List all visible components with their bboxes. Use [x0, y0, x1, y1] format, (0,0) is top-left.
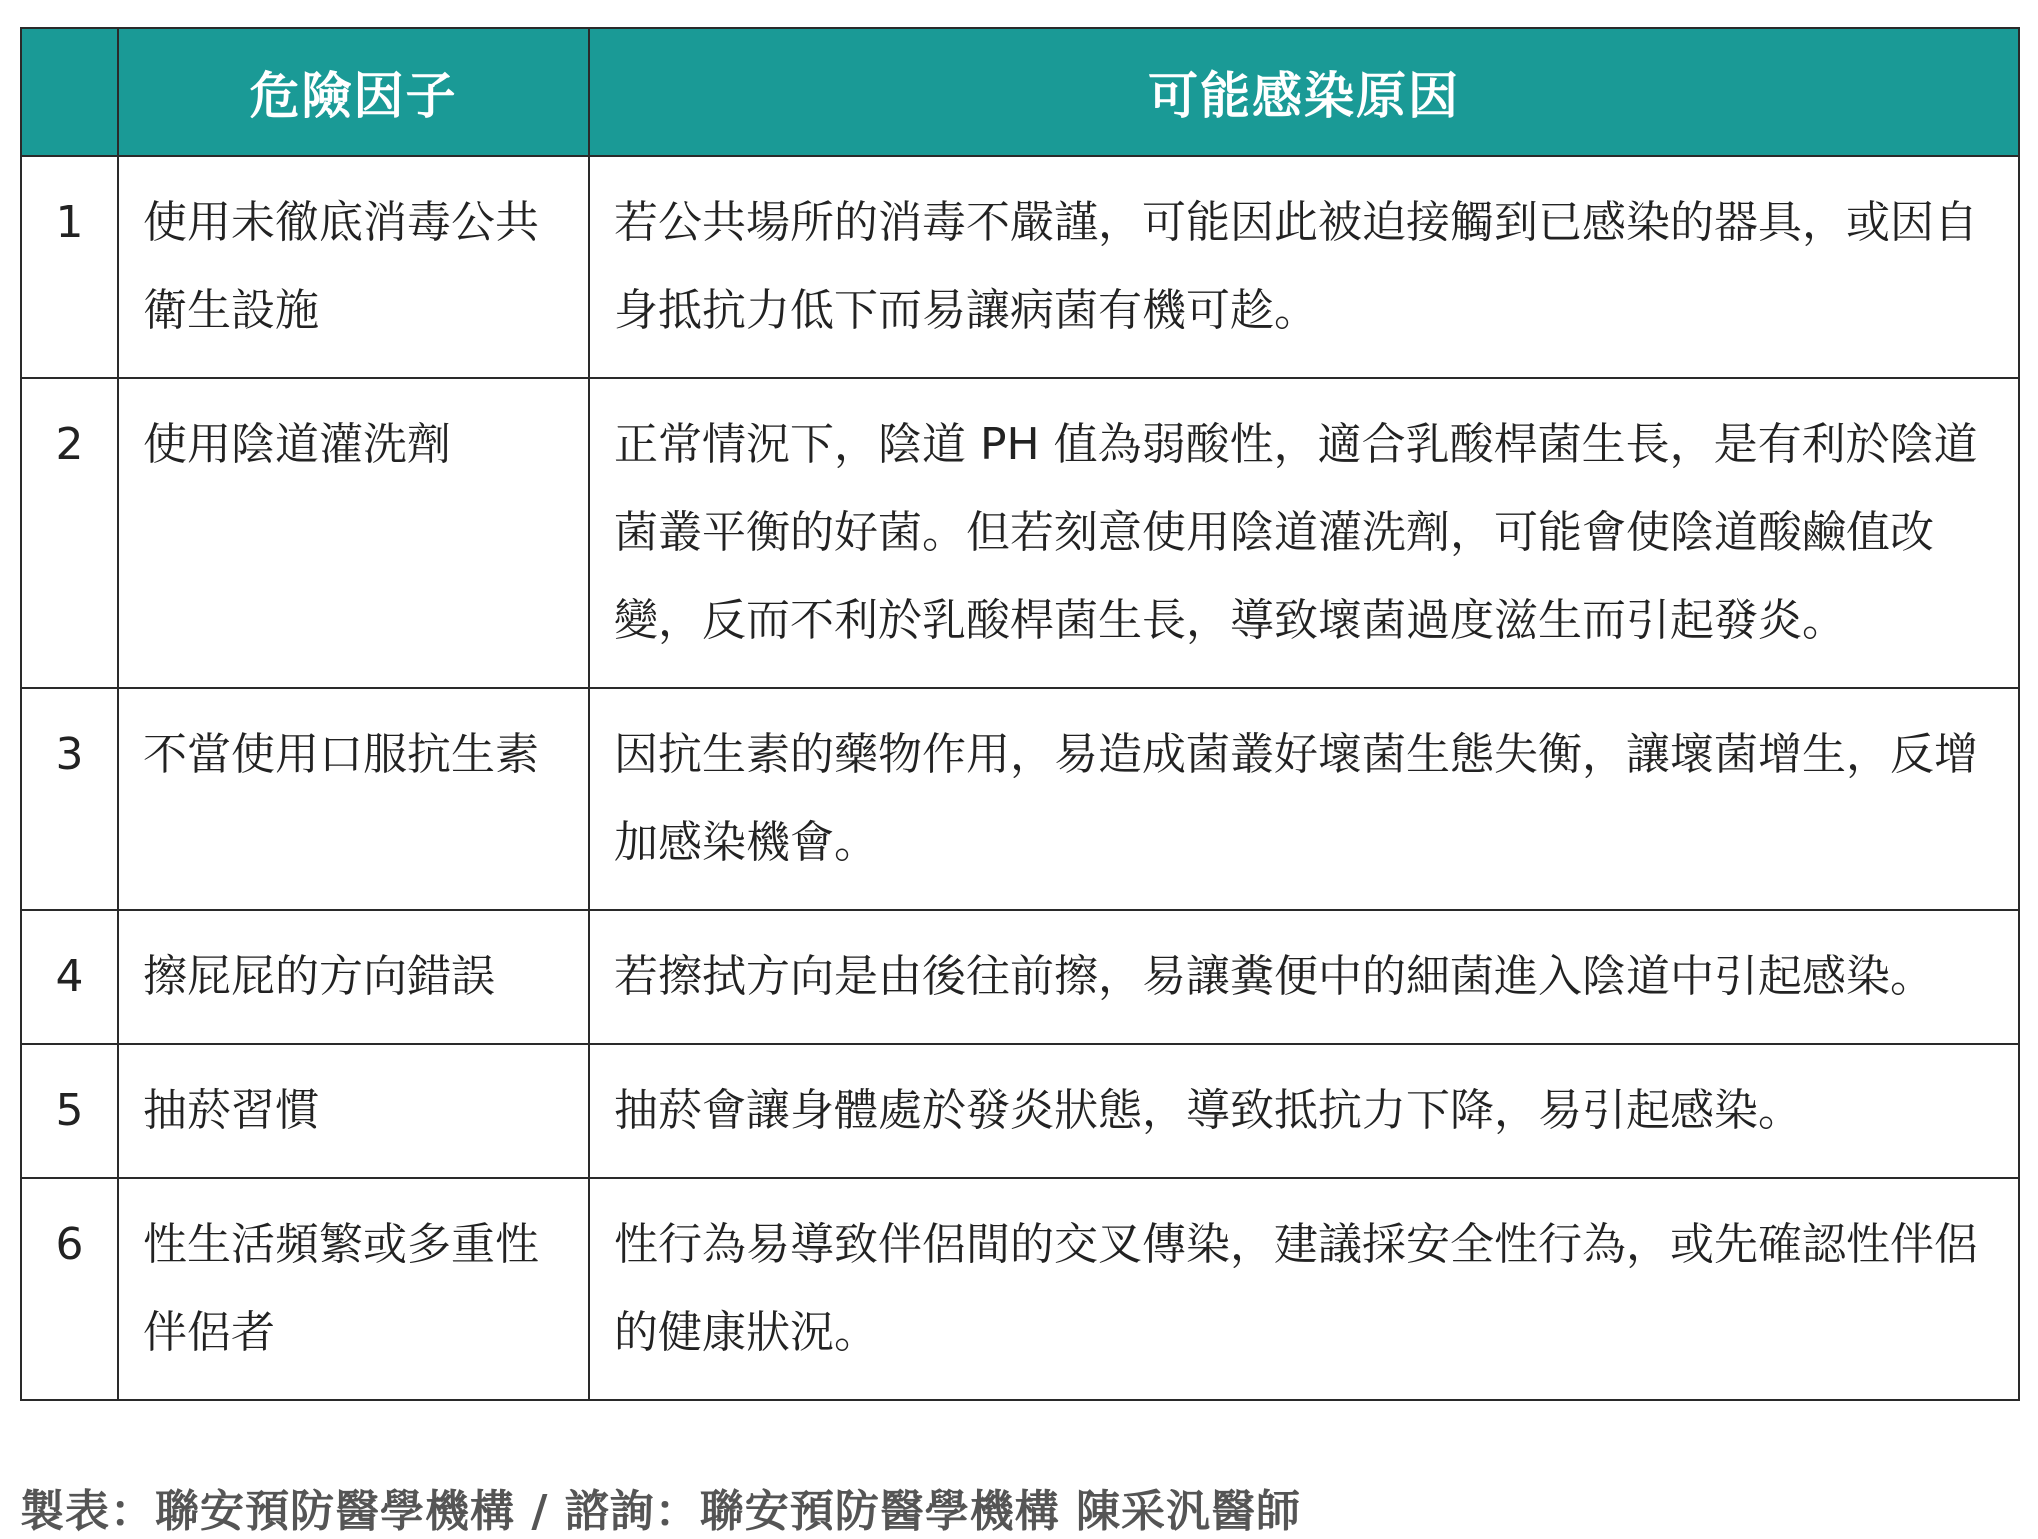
row-number: 6: [21, 1178, 118, 1400]
table-header-row: [21, 28, 2019, 156]
row-infection-reason: 若擦拭方向是由後往前擦，易讓糞便中的細菌進入陰道中引起感染。: [589, 910, 2019, 1044]
row-risk-factor: 不當使用口服抗生素: [118, 688, 589, 910]
header-risk-factor: 危險因子: [118, 28, 589, 156]
row-infection-reason: 抽菸會讓身體處於發炎狀態，導致抵抗力下降，易引起感染。: [589, 1044, 2019, 1178]
row-infection-reason: 若公共場所的消毒不嚴謹，可能因此被迫接觸到已感染的器具，或因自身抵抗力低下而易讓病菌有機可趁。: [589, 156, 2019, 378]
row-number: 3: [21, 688, 118, 910]
row-number: 1: [21, 156, 118, 378]
source-credit: 製表：聯安預防醫學機構 / 諮詢：聯安預防醫學機構 陳采汎醫師: [20, 1486, 1302, 1537]
row-infection-reason: 性行為易導致伴侶間的交叉傳染，建議採安全性行為，或先確認性伴侶的健康狀況。: [589, 1178, 2019, 1400]
row-infection-reason: 因抗生素的藥物作用，易造成菌叢好壞菌生態失衡，讓壞菌增生，反增加感染機會。: [589, 688, 2019, 910]
table-row: [21, 156, 2019, 378]
header-infection-reason: 可能感染原因: [589, 28, 2019, 156]
table-row: [21, 688, 2019, 910]
table-row: [21, 1044, 2019, 1178]
table-row: [21, 1178, 2019, 1400]
table-row: [21, 378, 2019, 688]
row-risk-factor: 使用陰道灌洗劑: [118, 378, 589, 688]
risk-factor-table: [20, 27, 2020, 1401]
row-number: 5: [21, 1044, 118, 1178]
header-number: [21, 28, 118, 156]
row-risk-factor: 擦屁屁的方向錯誤: [118, 910, 589, 1044]
risk-factor-table-container: [20, 27, 2018, 1401]
row-number: 4: [21, 910, 118, 1044]
row-risk-factor: 性生活頻繁或多重性伴侶者: [118, 1178, 589, 1400]
row-risk-factor: 抽菸習慣: [118, 1044, 589, 1178]
row-infection-reason: 正常情況下，陰道 PH 值為弱酸性，適合乳酸桿菌生長，是有利於陰道菌叢平衡的好菌。但若刻意使用陰道灌洗劑，可能會使陰道酸鹼值改變，反而不利於乳酸桿菌生長，導致壞菌過度滋生而引起發炎。: [589, 378, 2019, 688]
row-number: 2: [21, 378, 118, 688]
table-row: [21, 910, 2019, 1044]
row-risk-factor: 使用未徹底消毒公共衛生設施: [118, 156, 589, 378]
